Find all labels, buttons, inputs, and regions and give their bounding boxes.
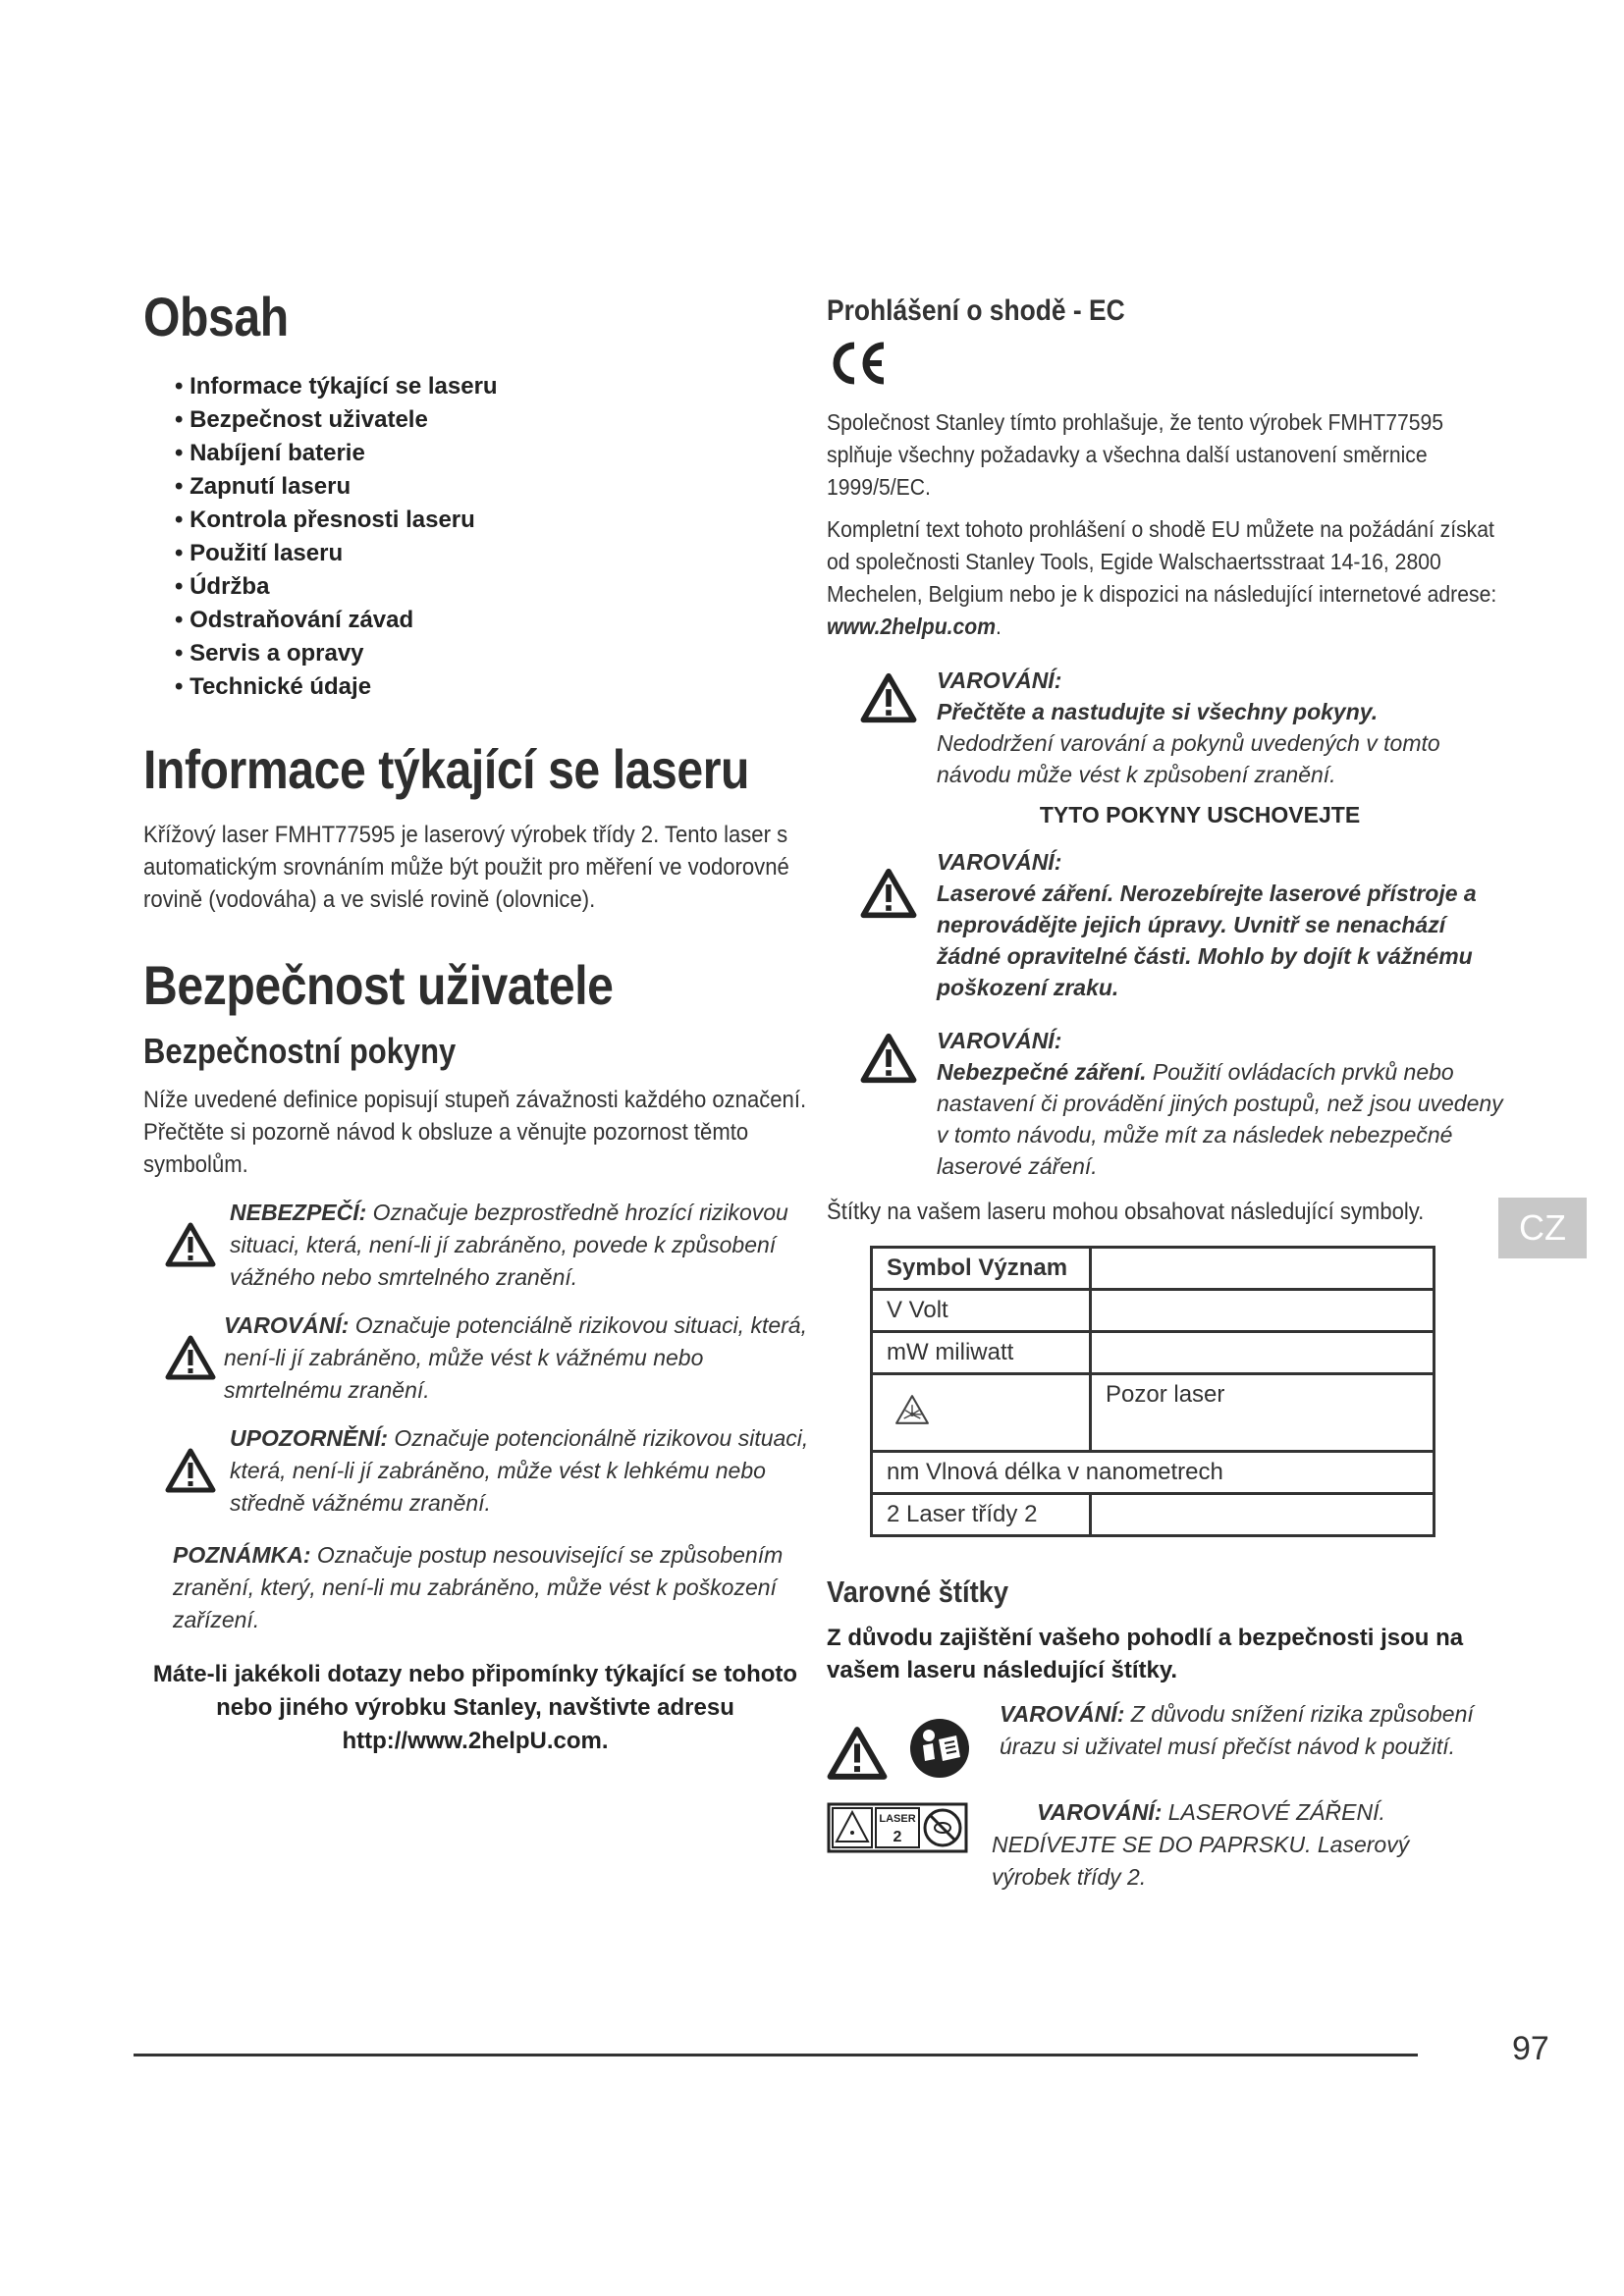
page-number: 97 <box>1512 2030 1549 2067</box>
caution-definition <box>143 1422 811 1520</box>
toc-item: • Informace týkající se laseru <box>175 370 811 403</box>
warning-triangle-icon <box>860 1033 917 1084</box>
warning-laser-radiation <box>827 846 1514 1003</box>
warning-label: VAROVÁNÍ: <box>1000 1701 1125 1727</box>
table-row <box>872 1374 1435 1452</box>
table-cell <box>1091 1290 1435 1332</box>
table-header-cell <box>1091 1248 1435 1290</box>
note-definition <box>143 1539 811 1636</box>
caution-label: UPOZORNĚNÍ: <box>230 1425 388 1451</box>
labels-intro: Štítky na vašem laseru mohou obsahovat následující symboly. <box>827 1199 1425 1225</box>
table-header-cell: Symbol Význam <box>872 1248 1091 1290</box>
toc-item: • Servis a opravy <box>175 637 811 670</box>
warning-text: Laserové záření. Nerozebírejte laserové přístroje a neprovádějte jejich úpravy. Uvnitř se nenachází žádné opravitelné části. Mohlo by dojít k vážnému poškození zraku. <box>937 881 1477 1000</box>
warning-text: Z důvodu snížení rizika způsobení úrazu si uživatel musí přečíst návod k použití. <box>1000 1701 1474 1759</box>
warning-label: VAROVÁNÍ: <box>1037 1799 1163 1825</box>
danger-definition <box>143 1197 811 1294</box>
label-read-manual <box>827 1698 1514 1790</box>
laser-info-text: Křížový laser FMHT77595 je laserový výrobek třídy 2. Tento laser s automatickým srovnáním může být použit pro měření ve vodorovné rovině (vodováha) a ve svislé rovině (olovnice). <box>143 822 789 913</box>
contents-title: Obsah <box>143 286 289 347</box>
danger-text: Označuje bezprostředně hrozící rizikovou situaci, která, není-li jí zabráněno, povede k způsobení vážného nebo smrtelného zranění. <box>230 1200 788 1290</box>
warning-read-instructions <box>827 665 1514 790</box>
svg-text:LASER: LASER <box>879 1813 916 1825</box>
laser-class-label-icon <box>827 1802 968 1853</box>
warning-label: VAROVÁNÍ: <box>224 1312 350 1338</box>
toc-item: • Údržba <box>175 570 811 604</box>
warning-labels-title: Varovné štítky <box>827 1575 1008 1609</box>
warning-triangle-icon <box>860 672 917 723</box>
ec-text-1: Společnost Stanley tímto prohlašuje, že tento výrobek FMHT77595 splňuje všechny požadavky a všechna další ustanovení směrnice 1999/5/EC. <box>827 409 1444 500</box>
right-column <box>827 285 1514 1890</box>
toc-item: • Nabíjení baterie <box>175 437 811 470</box>
warning-text: Nebezpečné záření. Použití ovládacích prvků nebo nastavení či provádění jiných postupů, než jsou uvedeny v tomto návodu, může mít za následek nebezpečné laserové záření. <box>937 1059 1503 1179</box>
toc-item: • Kontrola přesnosti laseru <box>175 504 811 537</box>
warning-text: Nedodržení varování a pokynů uvedených v tomto návodu může vést k způsobení zranění. <box>937 730 1440 787</box>
read-manual-icon <box>909 1718 970 1779</box>
toc-item: • Zapnutí laseru <box>175 470 811 504</box>
table-row <box>872 1494 1435 1536</box>
table-row <box>872 1332 1435 1374</box>
table-cell: 2 Laser třídy 2 <box>872 1494 1091 1536</box>
ec-declaration-title: Prohlášení o shodě - EC <box>827 294 1125 327</box>
symbols-table <box>870 1246 1435 1537</box>
warning-label: VAROVÁNÍ: <box>937 849 1062 875</box>
table-cell: Pozor laser <box>1091 1374 1435 1452</box>
caution-text: Označuje potencionálně rizikovou situaci, která, není-li jí zabráněno, může vést k lehkému nebo středně vážnému zranění. <box>230 1425 809 1516</box>
warning-definition <box>143 1309 811 1407</box>
table-cell: nm Vlnová délka v nanometrech <box>872 1452 1435 1494</box>
warning-triangle-icon <box>165 1222 216 1267</box>
footer-divider <box>134 2054 1418 2056</box>
warning-headline: Přečtěte a nastudujte si všechny pokyny. <box>937 699 1379 724</box>
note-text: Označuje postup nesouvisející se způsobením zranění, který, není-li mu zabráněno, může vést k poškození zařízení. <box>173 1542 784 1632</box>
user-safety-title: Bezpečnost uživatele <box>143 954 614 1016</box>
laser-warning-icon <box>894 1394 930 1425</box>
toc-item: • Bezpečnost uživatele <box>175 403 811 437</box>
laser-info-title: Informace týkající se laseru <box>143 738 750 800</box>
warning-triangle-icon <box>165 1448 216 1493</box>
warning-label: VAROVÁNÍ: <box>937 1028 1062 1053</box>
table-row <box>872 1290 1435 1332</box>
table-cell <box>872 1374 1091 1452</box>
table-cell: mW miliwatt <box>872 1332 1091 1374</box>
table-cell <box>1091 1332 1435 1374</box>
safety-instructions-text: Níže uvedené definice popisují stupeň závažnosti každého označení. Přečtěte si pozorně návod k obsluze a věnujte pozornost těmto symbolům. <box>143 1087 807 1178</box>
table-row <box>872 1452 1435 1494</box>
warning-labels-intro: Z důvodu zajištění vašeho pohodlí a bezpečnosti jsou na vašem laseru následující štítky. <box>827 1625 1464 1683</box>
safety-instructions-title: Bezpečnostní pokyny <box>143 1031 457 1071</box>
table-cell: V Volt <box>872 1290 1091 1332</box>
toc-item: • Technické údaje <box>175 670 811 704</box>
warning-label: VAROVÁNÍ: <box>937 667 1062 693</box>
warning-triangle-icon <box>860 868 917 919</box>
left-column <box>143 285 811 1758</box>
ce-mark-icon <box>827 338 890 389</box>
warning-triangle-icon <box>827 1726 888 1781</box>
language-tab: CZ <box>1498 1198 1587 1258</box>
warning-hazardous-radiation <box>827 1025 1514 1182</box>
danger-label: NEBEZPEČÍ: <box>230 1200 367 1225</box>
table-of-contents <box>143 370 811 704</box>
ec-text-2: Kompletní text tohoto prohlášení o shodě EU můžete na požádání získat od společnosti Stanley Tools, Egide Walschaertsstraat 14-16, 2800 Mechelen, Belgium nebo je k dispozici na následující internetové adrese: www.2helpu.com. <box>827 516 1497 639</box>
website-link[interactable]: www.2helpu.com <box>827 614 997 639</box>
label-laser-radiation <box>827 1799 1514 1890</box>
warning-text: LASEROVÉ ZÁŘENÍ. NEDÍVEJTE SE DO PAPRSKU. Laserový výrobek třídy 2. <box>992 1799 1410 1890</box>
toc-item: • Odstraňování závad <box>175 604 811 637</box>
keep-instructions-text: TYTO POKYNY USCHOVEJTE <box>1039 802 1361 828</box>
table-header-row <box>872 1248 1435 1290</box>
contact-text: Máte-li jakékoli dotazy nebo připomínky týkající se tohoto nebo jiného výrobku Stanley, navštivte adresu http://www.2helpU.com. <box>152 1661 798 1754</box>
toc-item: • Použití laseru <box>175 537 811 570</box>
svg-text:2: 2 <box>893 1829 902 1845</box>
warning-triangle-icon <box>165 1335 216 1380</box>
warning-text: Označuje potenciálně rizikovou situaci, která, není-li jí zabráněno, může vést k vážnému nebo smrtelnému zranění. <box>224 1312 807 1403</box>
table-cell <box>1091 1494 1435 1536</box>
note-label: POZNÁMKA: <box>173 1542 311 1568</box>
